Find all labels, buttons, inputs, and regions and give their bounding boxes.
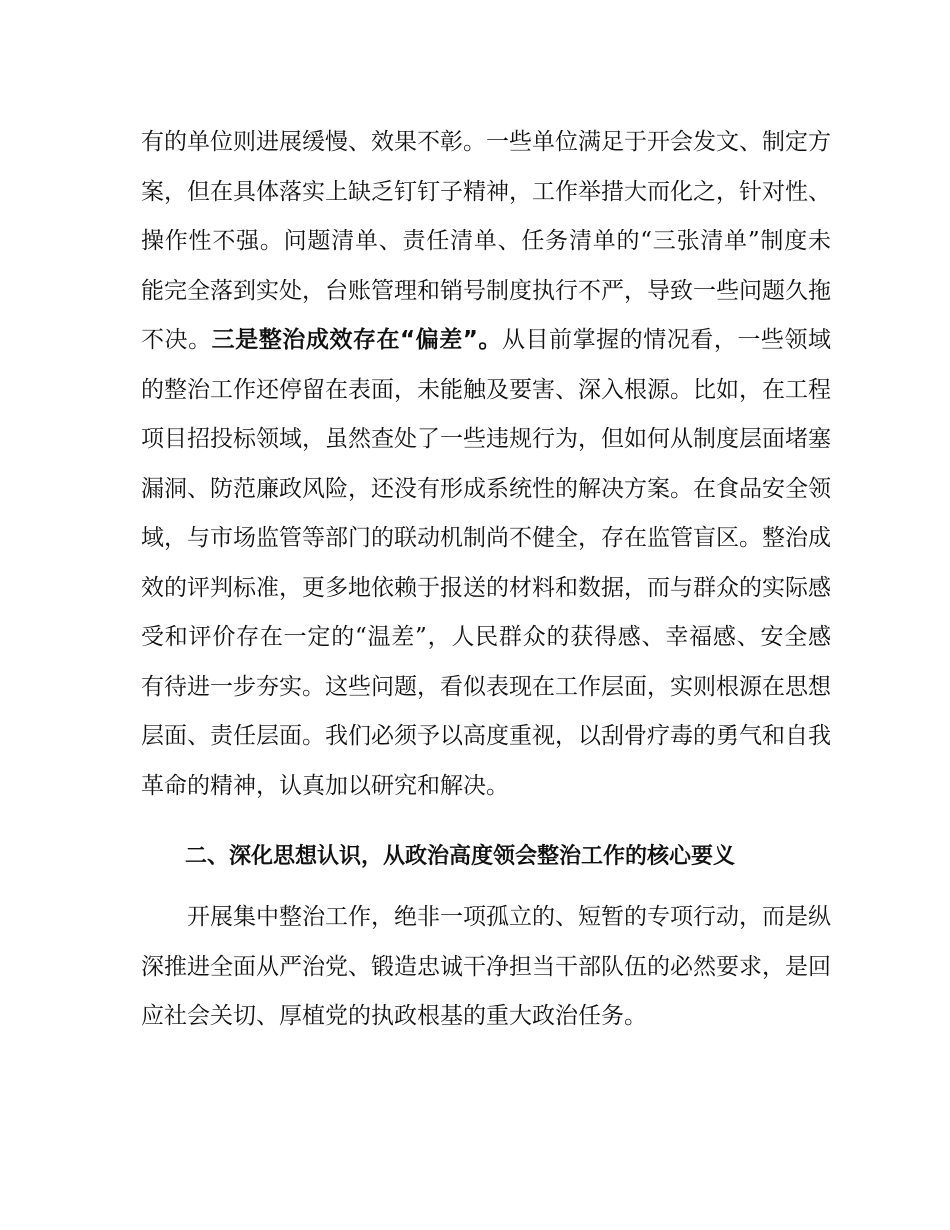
paragraph-text-before-bold: 有的单位则进展缓慢、效果不彰。一些单位满足于开会发文、制定方案，但在具体落实上缺乏钉钉子精神，工作举措大而化之，针对性、操作性不强。问题清单、责任清单、任务清单的“三张清单”制度未能完全落到实处，台账管理和销号制度执行不严，导致一些问题久拖不决。 (141, 129, 831, 353)
paragraph-continued (141, 118, 831, 811)
paragraph-section-2: 开展集中整治工作，绝非一项孤立的、短暂的专项行动，而是纵深推进全面从严治党、锻造忠诚干净担当干部队伍的必然要求，是回应社会关切、厚植党的执政根基的重大政治任务。 (141, 904, 831, 1029)
paragraph-text-after-bold: 从目前掌握的情况看，一些领域的整治工作还停留在表面，未能触及要害、深入根源。比如，在工程项目招投标领域，虽然查处了一些违规行为，但如何从制度层面堵塞漏洞、防范廉政风险，还没有形成系统性的解决方案。在食品安全领域，与市场监管等部门的联动机制尚不健全，存在监管盲区。整治成效的评判标准，更多地依赖于报送的材料和数据，而与群众的实际感受和评价存在一定的“温差”，人民群众的获得感、幸福感、安全感有待进一步夯实。这些问题，看似表现在工作层面，实则根源在思想层面、责任层面。我们必须予以高度重视，以刮骨疗毒的勇气和自我革命的精神，认真加以研究和解决。 (141, 327, 832, 799)
document-body (141, 118, 831, 1042)
section-heading-2: 二、深化思想认识，从政治高度领会整治工作的核心要义 (185, 844, 736, 869)
bold-subheading-phrase: 三是整治成效存在“偏差”。 (211, 327, 502, 353)
